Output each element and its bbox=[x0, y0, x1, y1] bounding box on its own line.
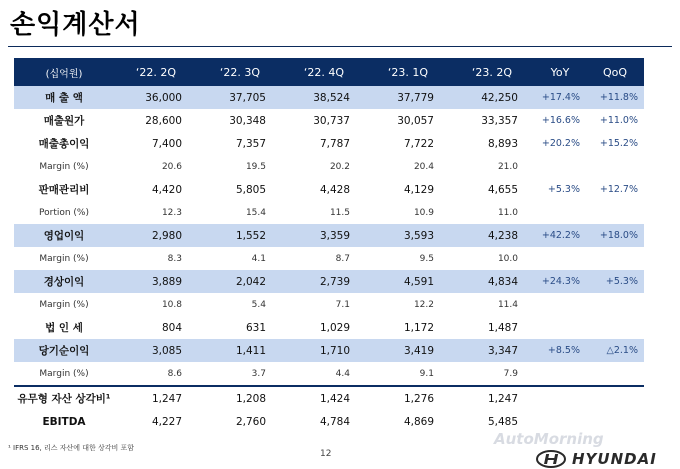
column-header: ‘22. 4Q bbox=[282, 58, 366, 86]
table-cell: 4.4 bbox=[335, 368, 350, 379]
table-cell: 38,524 bbox=[282, 86, 366, 109]
table-cell: 20.2 bbox=[329, 161, 350, 172]
row-label: 경상이익 bbox=[14, 270, 114, 293]
table-cell: 1,276 bbox=[366, 386, 450, 410]
table-cell: 7,787 bbox=[319, 137, 350, 150]
column-header: ‘22. 2Q bbox=[114, 58, 198, 86]
row-label: 매출원가 bbox=[43, 115, 85, 127]
qoq-change-cell: +5.3% bbox=[586, 270, 644, 293]
table-cell: 10.9 bbox=[413, 207, 434, 218]
yoy-change-cell bbox=[534, 155, 586, 178]
table-cell: 33,357 bbox=[481, 114, 518, 127]
table-cell: 1,552 bbox=[198, 224, 282, 247]
table-cell: 7,722 bbox=[403, 137, 434, 150]
table-cell: 4,428 bbox=[319, 183, 350, 196]
yoy-change-cell: +20.2% bbox=[541, 138, 580, 149]
yoy-change-cell: +8.5% bbox=[534, 339, 586, 362]
row-label: EBITDA bbox=[42, 415, 86, 428]
table-cell: 804 bbox=[161, 321, 182, 334]
hyundai-emblem-icon bbox=[536, 450, 566, 468]
table-cell: 2,739 bbox=[282, 270, 366, 293]
table-row bbox=[14, 178, 644, 201]
table-cell: 4,655 bbox=[487, 183, 518, 196]
table-cell: 4,227 bbox=[151, 415, 182, 428]
column-header: ‘22. 3Q bbox=[198, 58, 282, 86]
table-cell: 4,420 bbox=[151, 183, 182, 196]
qoq-change-cell bbox=[586, 316, 644, 339]
page-number: 12 bbox=[320, 449, 332, 459]
yoy-change-cell: +17.4% bbox=[534, 86, 586, 109]
table-cell: 11.4 bbox=[497, 299, 518, 310]
table-cell: 3,085 bbox=[114, 339, 198, 362]
table-cell: 19.5 bbox=[245, 161, 266, 172]
table-cell: 8,893 bbox=[487, 137, 518, 150]
row-label: 유무형 자산 상각비¹ bbox=[14, 386, 114, 410]
table-cell: 12.2 bbox=[413, 299, 434, 310]
footnote: ¹ IFRS 16, 리스 자산에 대한 상각비 포함 bbox=[8, 444, 135, 452]
table-cell: 3,347 bbox=[450, 339, 534, 362]
table-row bbox=[14, 86, 644, 109]
table-cell: 1,172 bbox=[403, 321, 434, 334]
table-cell: 1,424 bbox=[282, 386, 366, 410]
table-cell: 3,359 bbox=[282, 224, 366, 247]
row-label: Portion (%) bbox=[39, 207, 89, 218]
watermark: AutoMorning bbox=[494, 430, 604, 448]
qoq-change-cell bbox=[586, 247, 644, 270]
qoq-change-cell bbox=[586, 201, 644, 224]
table-header-row bbox=[14, 58, 644, 86]
brand-wordmark: HYUNDAI bbox=[572, 450, 657, 468]
table-cell: 2,980 bbox=[114, 224, 198, 247]
table-cell: 1,710 bbox=[282, 339, 366, 362]
table-row bbox=[14, 132, 644, 155]
table-row bbox=[14, 362, 644, 386]
column-header: ‘23. 1Q bbox=[366, 58, 450, 86]
table-cell: 3,419 bbox=[366, 339, 450, 362]
yoy-change-cell bbox=[534, 247, 586, 270]
row-label: 영업이익 bbox=[14, 224, 114, 247]
yoy-change-cell bbox=[534, 316, 586, 339]
table-cell: 1,247 bbox=[114, 386, 198, 410]
qoq-change-cell bbox=[586, 155, 644, 178]
table-cell: 10.0 bbox=[497, 253, 518, 264]
hyundai-logo bbox=[536, 449, 657, 469]
yoy-change-cell bbox=[534, 201, 586, 224]
table-cell: 30,737 bbox=[313, 114, 350, 127]
table-row bbox=[14, 270, 644, 293]
yoy-change-cell: +5.3% bbox=[547, 184, 580, 195]
table-cell: 37,705 bbox=[198, 86, 282, 109]
qoq-change-cell bbox=[586, 386, 644, 410]
table-cell: 1,247 bbox=[450, 386, 534, 410]
table-cell: 4,834 bbox=[450, 270, 534, 293]
table-cell: 8.7 bbox=[335, 253, 350, 264]
table-cell: 5,805 bbox=[235, 183, 266, 196]
table-cell: 7,400 bbox=[151, 137, 182, 150]
table-cell: 4,129 bbox=[403, 183, 434, 196]
qoq-change-cell: +11.0% bbox=[599, 115, 638, 126]
table-row bbox=[14, 155, 644, 178]
qoq-change-cell: +12.7% bbox=[599, 184, 638, 195]
yoy-change-cell: +16.6% bbox=[541, 115, 580, 126]
table-cell: 3.7 bbox=[251, 368, 266, 379]
table-cell: 4,591 bbox=[366, 270, 450, 293]
table-cell: 30,348 bbox=[229, 114, 266, 127]
yoy-change-cell bbox=[534, 362, 586, 386]
column-header: QoQ bbox=[586, 58, 644, 86]
row-label: Margin (%) bbox=[39, 368, 89, 379]
table-cell: 21.0 bbox=[497, 161, 518, 172]
table-cell: 3,593 bbox=[366, 224, 450, 247]
table-row bbox=[14, 386, 644, 410]
table-cell: 2,042 bbox=[198, 270, 282, 293]
table-cell: 30,057 bbox=[397, 114, 434, 127]
row-label: Margin (%) bbox=[39, 161, 89, 172]
row-label: 법 인 세 bbox=[45, 322, 83, 334]
table-cell: 5.4 bbox=[251, 299, 266, 310]
table-cell: 20.6 bbox=[161, 161, 182, 172]
qoq-change-cell: +15.2% bbox=[599, 138, 638, 149]
yoy-change-cell: +42.2% bbox=[534, 224, 586, 247]
table-cell: 9.1 bbox=[419, 368, 434, 379]
table-cell: 1,208 bbox=[198, 386, 282, 410]
row-label: 매 출 액 bbox=[14, 86, 114, 109]
unit-label: (십억원) bbox=[14, 58, 114, 86]
table-cell: 5,485 bbox=[487, 415, 518, 428]
row-label: 판매관리비 bbox=[38, 184, 90, 196]
income-statement-table bbox=[14, 58, 644, 433]
table-cell: 42,250 bbox=[450, 86, 534, 109]
row-label: Margin (%) bbox=[39, 253, 89, 264]
table-row bbox=[14, 224, 644, 247]
table-cell: 15.4 bbox=[245, 207, 266, 218]
table-cell: 4,784 bbox=[319, 415, 350, 428]
row-label: 당기순이익 bbox=[14, 339, 114, 362]
row-label: Margin (%) bbox=[39, 299, 89, 310]
table-body bbox=[14, 86, 644, 433]
table-cell: 8.3 bbox=[167, 253, 182, 264]
qoq-change-cell: +11.8% bbox=[586, 86, 644, 109]
table-row bbox=[14, 109, 644, 132]
yoy-change-cell bbox=[534, 293, 586, 316]
table-cell: 12.3 bbox=[161, 207, 182, 218]
table-cell: 20.4 bbox=[413, 161, 434, 172]
qoq-change-cell bbox=[586, 293, 644, 316]
qoq-change-cell bbox=[586, 362, 644, 386]
table-cell: 11.5 bbox=[329, 207, 350, 218]
table-row bbox=[14, 293, 644, 316]
title-divider bbox=[8, 46, 672, 47]
column-header: YoY bbox=[534, 58, 586, 86]
table-cell: 11.0 bbox=[497, 207, 518, 218]
table-cell: 28,600 bbox=[145, 114, 182, 127]
table-cell: 4,869 bbox=[403, 415, 434, 428]
table-cell: 631 bbox=[245, 321, 266, 334]
table-cell: 10.8 bbox=[161, 299, 182, 310]
table-cell: 4.1 bbox=[251, 253, 266, 264]
table-cell: 2,760 bbox=[235, 415, 266, 428]
table-cell: 9.5 bbox=[419, 253, 434, 264]
table-cell: 1,487 bbox=[487, 321, 518, 334]
yoy-change-cell: +24.3% bbox=[534, 270, 586, 293]
page-title: 손익계산서 bbox=[10, 10, 141, 40]
qoq-change-cell: △2.1% bbox=[586, 339, 644, 362]
yoy-change-cell bbox=[534, 386, 586, 410]
table-cell: 7,357 bbox=[235, 137, 266, 150]
table-row bbox=[14, 316, 644, 339]
table-cell: 36,000 bbox=[114, 86, 198, 109]
table-cell: 37,779 bbox=[366, 86, 450, 109]
table-cell: 1,029 bbox=[319, 321, 350, 334]
column-header: ‘23. 2Q bbox=[450, 58, 534, 86]
table-cell: 4,238 bbox=[450, 224, 534, 247]
table-cell: 8.6 bbox=[167, 368, 182, 379]
table-cell: 7.1 bbox=[335, 299, 350, 310]
row-label: 매출총이익 bbox=[38, 138, 90, 150]
table-row bbox=[14, 201, 644, 224]
table-cell: 7.9 bbox=[503, 368, 518, 379]
qoq-change-cell: +18.0% bbox=[586, 224, 644, 247]
table-cell: 1,411 bbox=[198, 339, 282, 362]
table-row bbox=[14, 247, 644, 270]
table-row bbox=[14, 339, 644, 362]
table-cell: 3,889 bbox=[114, 270, 198, 293]
